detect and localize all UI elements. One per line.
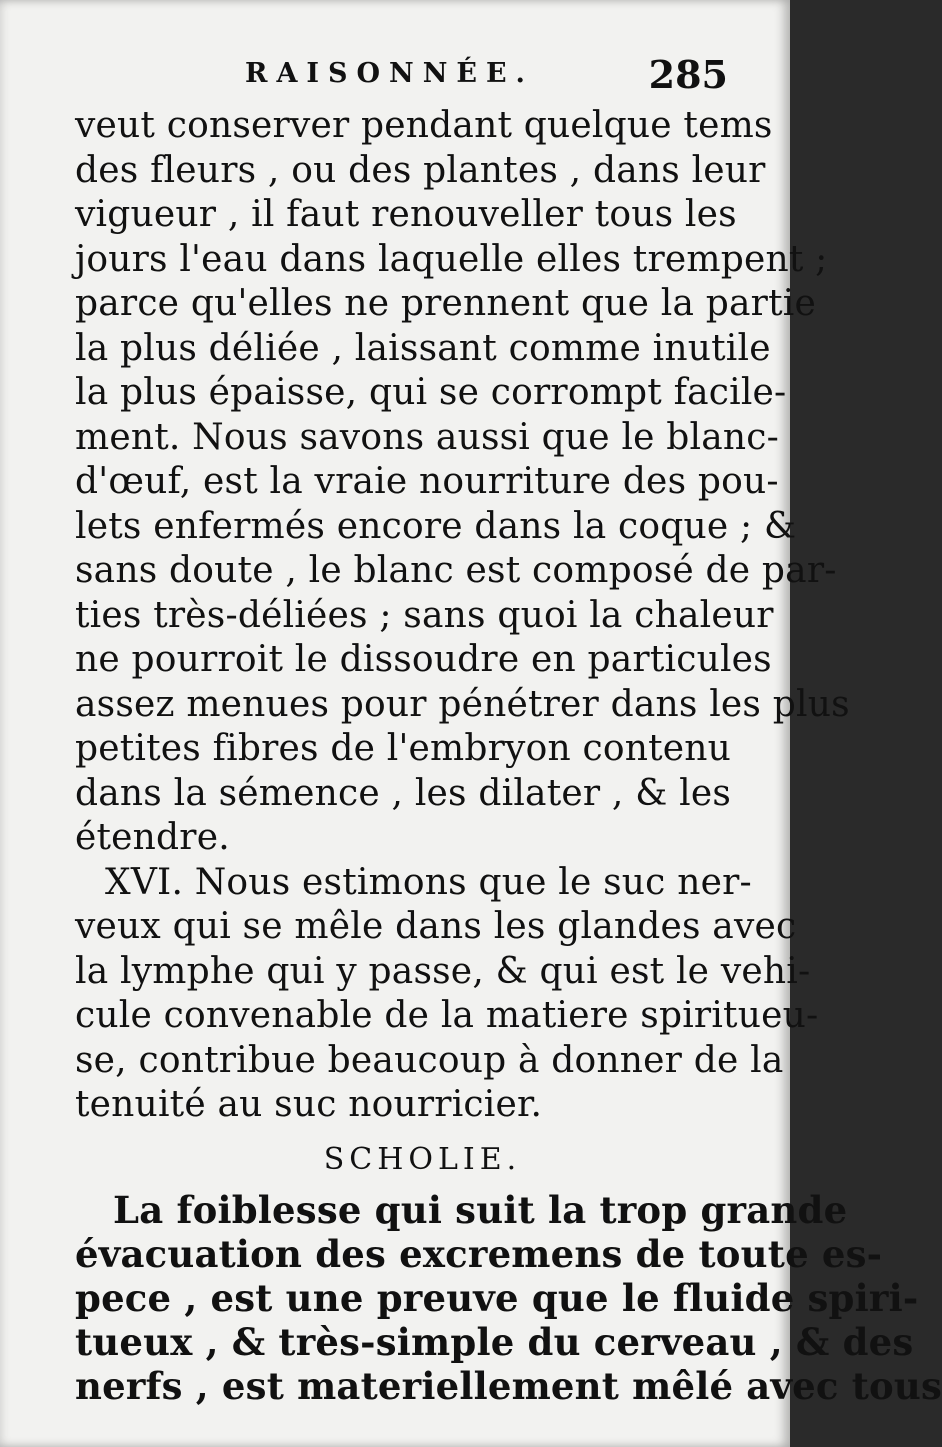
text-line: ment. Nous savons aussi que le blanc- [75,416,780,458]
text-line: la plus épaisse, qui se corrompt facile- [75,372,787,413]
page-number: 285 [648,52,728,97]
text-line: veut conserver pendant quelque tems [75,105,773,146]
text-line: dans la sémence , les dilater , & les [75,772,731,814]
text-line: sans doute , le blanc est composé de par- [75,550,837,591]
text-line: se, contribue beaucoup à donner de la [75,1039,784,1081]
text-line: ne pourroit le dissoudre en particules [75,639,772,680]
text-line: parce qu'elles ne prennent que la partie [75,283,816,324]
text-line: évacuation des excremens de toute es- [75,1231,883,1276]
text-line: La foiblesse qui suit la trop grande [113,1187,848,1232]
scholie-body [75,1187,942,1408]
text-line: tenuité au suc nourricier. [75,1084,543,1125]
text-line: veux qui se mêle dans les glandes avec [75,906,797,947]
text-line: jours l'eau dans laquelle elles trempent ; [75,238,828,280]
text-line: la plus déliée , laissant comme inutile [75,327,771,369]
text-line: cule convenable de la matiere spiritueu- [75,995,819,1036]
text-line: pece , est une preuve que le fluide spiri- [75,1275,919,1320]
text-line: petites fibres de l'embryon contenu [75,728,732,769]
text-line: des fleurs , ou des plantes , dans leur [75,149,766,191]
text-line: lets enfermés encore dans la coque ; & [75,505,797,547]
scholie-section [75,1128,942,1408]
paragraph-1 [75,104,850,861]
text-line: tueux , & très-simple du cerveau , & des [75,1319,914,1364]
text-line: nerfs , est materiellement mêlé avec tous [75,1363,942,1408]
page-header [75,52,728,102]
section-heading: SCHOLIE. [323,1141,522,1177]
body-text [75,104,942,1408]
text-line: XVI. Nous estimons que le suc ner- [105,861,752,903]
running-head: RAISONNÉE. [245,58,534,89]
text-line: la lymphe qui y passe, & qui est le vehi- [75,950,811,992]
text-line: ties très-déliées ; sans quoi la chaleur [75,594,774,636]
text-line: vigueur , il faut renouveller tous les [75,194,737,235]
text-line: étendre. [75,817,230,858]
paragraph-2 [75,861,819,1128]
text-line: d'œuf, est la vraie nourriture des pou- [75,461,779,502]
text-line: assez menues pour pénétrer dans les plus [75,683,850,725]
